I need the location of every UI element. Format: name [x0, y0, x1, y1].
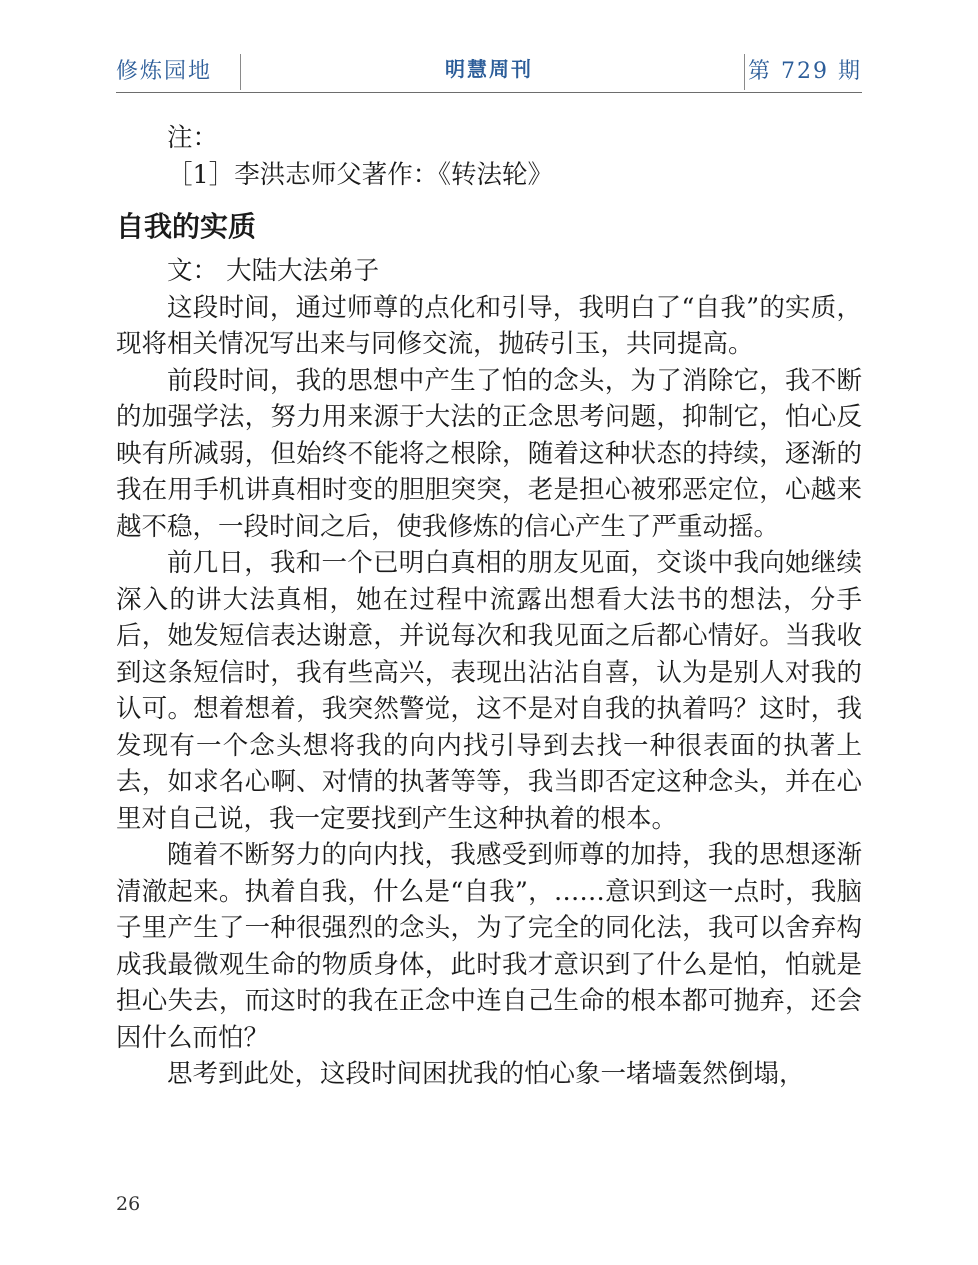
- section-name: 修炼园地: [116, 59, 213, 84]
- page-header: [116, 48, 862, 93]
- magazine-title: 明慧周刊: [445, 57, 533, 81]
- note-item: ［1］李洪志师父著作：《转法轮》: [167, 159, 553, 190]
- issue-number: 第 729 期: [748, 59, 862, 84]
- article-paragraph: 思考到此处，这段时间困扰我的怕心象一堵墙轰然倒塌，: [167, 1059, 805, 1089]
- article-paragraph: 前几日，我和一个已明白真相的朋友见面，交谈中我向她继续深入的讲大法真相，她在过程中流露出想看大法书的想法，分手后，她发短信表达谢意，并说每次和我见面之后都心情好。当我收到这条短信时，我有些高兴，表现出沾沾自喜，认为是别人对我的认可。想着想着，我突然警觉，这不是对自我的执着吗？这时，我发现有一个念头想将我的向内找引导到去找一种很表面的执著上去，如求名心啊、对情的执著等等，我当即否定这种念头，并在心里对自己说，我一定要找到产生这种执着的根本。: [116, 548, 862, 834]
- notes-title: 注：: [167, 123, 219, 153]
- page-number: 26: [116, 1193, 141, 1215]
- article-paragraph: 随着不断努力的向内找，我感受到师尊的加持，我的思想逐渐清澈起来。执着自我，什么是“自我”，……意识到这一点时，我脑子里产生了一种很强烈的念头，为了完全的同化法，我可以舍弃构成我最微观生命的物质身体，此时我才意识到了什么是怕，怕就是担心失去，而这时的我在正念中连自己生命的根本都可抛弃，还会因什么而怕？: [116, 840, 862, 1053]
- header-divider-right: [744, 54, 745, 90]
- article-author: 文： 大陆大法弟子: [167, 256, 380, 286]
- page-content: [116, 120, 862, 1093]
- article-paragraph: 前段时间，我的思想中产生了怕的念头，为了消除它，我不断的加强学法，努力用来源于大法的正念思考问题，抑制它，怕心反映有所减弱，但始终不能将之根除，随着这种状态的持续，逐渐的我在用手机讲真相时变的胆胆突突，老是担心被邪恶定位，心越来越不稳，一段时间之后，使我修炼的信心产生了严重动摇。: [116, 365, 862, 542]
- article-paragraph: 这段时间，通过师尊的点化和引导，我明白了“自我”的实质，现将相关情况写出来与同修交流，抛砖引玉，共同提高。: [116, 292, 862, 359]
- article-title: 自我的实质: [116, 210, 257, 243]
